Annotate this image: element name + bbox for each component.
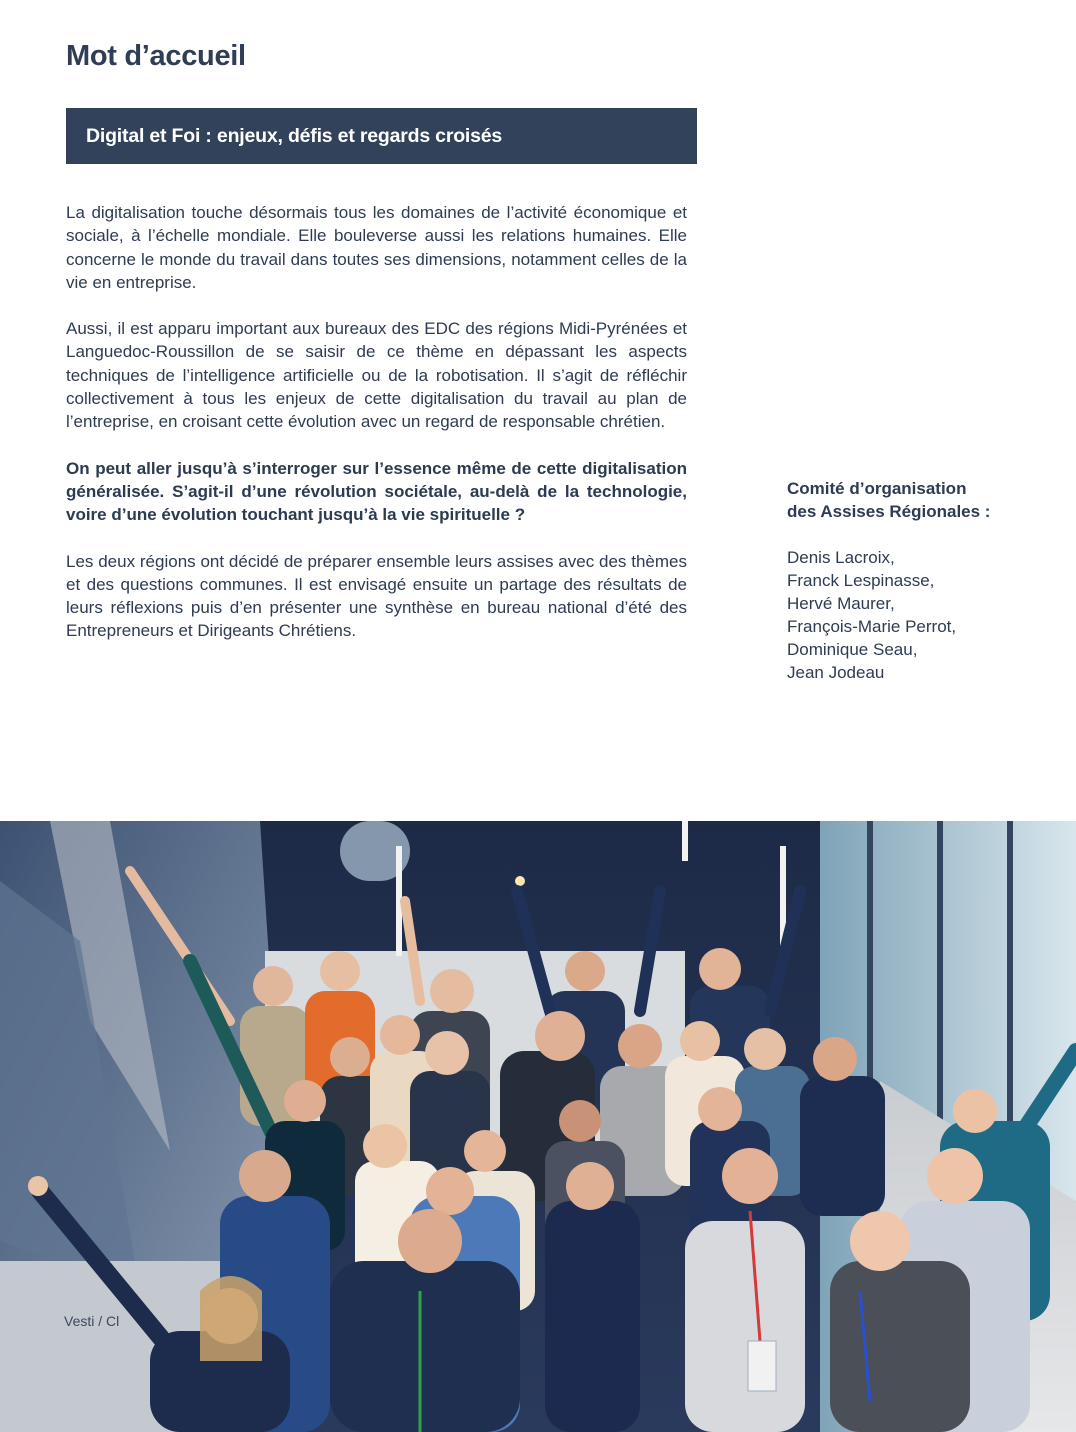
- paragraph-question: On peut aller jusqu’à s’interroger sur l’essence même de cette digitalisation généralisée. S’agit-il d’une révolution sociétale, au-delà de la technologie, voire d’une évolution touchant jusqu’à la vie spirituelle ?: [66, 458, 687, 525]
- main-text: [66, 201, 687, 666]
- paragraph-plan: Les deux régions ont décidé de préparer ensemble leurs assises avec des thèmes et des questions communes. Il est envisagé ensuite un partage des résultats de leurs réflexions puis d’en présenter une synthèse en bureau national d’été des Entrepreneurs et Dirigeants Chrétiens.: [66, 551, 687, 641]
- committee-member: Jean Jodeau: [787, 663, 885, 682]
- section-band-title: Digital et Foi : enjeux, défis et regards croisés: [86, 124, 503, 147]
- page-title: Mot d’accueil: [66, 40, 246, 72]
- committee-title-line2: des Assises Régionales :: [787, 502, 991, 521]
- section-band: [66, 108, 697, 164]
- group-photo-illustration: [0, 821, 1076, 1432]
- committee-member: François-Marie Perrot,: [787, 617, 957, 636]
- paragraph-intro: La digitalisation touche désormais tous les domaines de l’activité économique et sociale, à l’échelle mondiale. Elle bouleverse aussi les relations humaines. Elle concerne le monde du travail dans toutes ses dimensions, notamment celles de la vie en entreprise.: [66, 203, 687, 292]
- pendant-bulb: [515, 876, 525, 886]
- committee-member: Hervé Maurer,: [787, 594, 895, 613]
- committee-member: Franck Lespinasse,: [787, 571, 935, 590]
- committee-member: Denis Lacroix,: [787, 548, 895, 567]
- committee-title: [787, 477, 1067, 523]
- paragraph-context: Aussi, il est apparu important aux bureaux des EDC des régions Midi-Pyrénées et Languedoc-Roussillon de se saisir de ce thème en dépassant les aspects techniques de l’intelligence artificielle ou de la robotisation. Il s’agit de réfléchir collectivement à tous les enjeux de cette digitalisation du travail au plan de l’entreprise, en croisant cette évolution avec un regard de responsable chrétien.: [66, 319, 687, 432]
- committee-member: Dominique Seau,: [787, 640, 918, 659]
- committee-members: [787, 546, 1067, 684]
- committee-title-line1: Comité d’organisation: [787, 479, 967, 498]
- pendant-light: [682, 821, 688, 861]
- group-photo: [0, 821, 1076, 1432]
- organizing-committee: [787, 477, 1067, 684]
- sign-text: Vesti / Cl: [64, 1313, 120, 1329]
